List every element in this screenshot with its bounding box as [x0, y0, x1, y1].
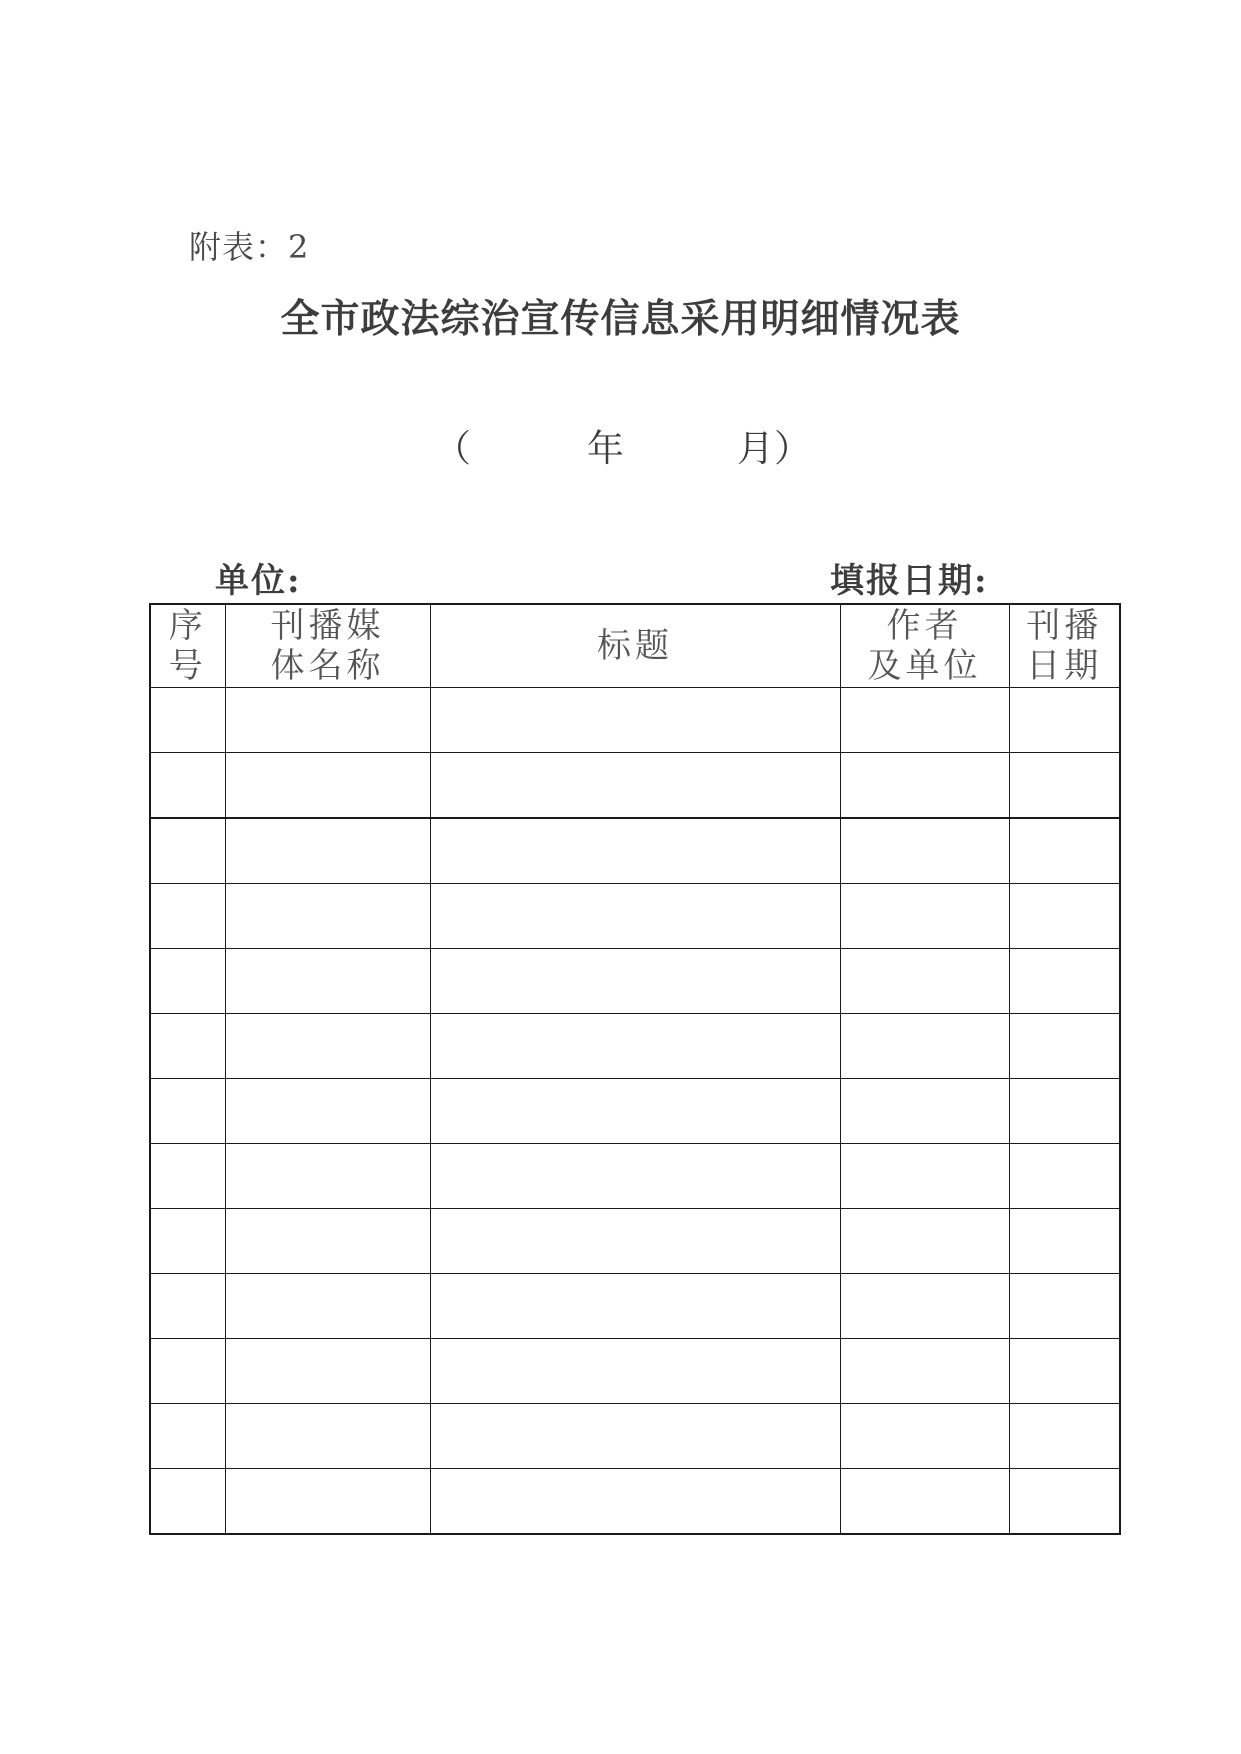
- cell-publish-date[interactable]: [1009, 1339, 1120, 1404]
- cell-media-name[interactable]: [225, 884, 430, 949]
- cell-author-unit[interactable]: [840, 1079, 1009, 1144]
- column-header-author-unit: 作者 及单位: [840, 604, 1009, 688]
- cell-publish-date[interactable]: [1009, 1209, 1120, 1274]
- cell-title[interactable]: [430, 1274, 840, 1339]
- cell-author-unit[interactable]: [840, 884, 1009, 949]
- table-header-row: [150, 604, 1120, 688]
- cell-publish-date[interactable]: [1009, 688, 1120, 753]
- cell-title[interactable]: [430, 688, 840, 753]
- cell-title[interactable]: [430, 1469, 840, 1535]
- cell-title[interactable]: [430, 1014, 840, 1079]
- table-row: [150, 1274, 1120, 1339]
- table-row: [150, 1339, 1120, 1404]
- table-row: [150, 818, 1120, 884]
- cell-publish-date[interactable]: [1009, 818, 1120, 884]
- period-open-paren: （: [434, 427, 471, 470]
- cell-author-unit[interactable]: [840, 1014, 1009, 1079]
- cell-title[interactable]: [430, 1209, 840, 1274]
- column-header-media-name: 刊播媒 体名称: [225, 604, 430, 688]
- cell-title[interactable]: [430, 949, 840, 1014]
- cell-title[interactable]: [430, 1339, 840, 1404]
- cell-media-name[interactable]: [225, 753, 430, 819]
- cell-serial[interactable]: [150, 884, 225, 949]
- cell-author-unit[interactable]: [840, 688, 1009, 753]
- table-row: [150, 688, 1120, 753]
- cell-title[interactable]: [430, 1404, 840, 1469]
- cell-author-unit[interactable]: [840, 1274, 1009, 1339]
- cell-media-name[interactable]: [225, 1469, 430, 1535]
- cell-serial[interactable]: [150, 1274, 225, 1339]
- cell-serial[interactable]: [150, 688, 225, 753]
- cell-publish-date[interactable]: [1009, 1014, 1120, 1079]
- cell-media-name[interactable]: [225, 1339, 430, 1404]
- cell-title[interactable]: [430, 753, 840, 819]
- table-row: [150, 1014, 1120, 1079]
- cell-serial[interactable]: [150, 1014, 225, 1079]
- cell-media-name[interactable]: [225, 1209, 430, 1274]
- period-month-label: 月）: [737, 427, 811, 470]
- table-row: [150, 1209, 1120, 1274]
- table-row: [150, 1469, 1120, 1535]
- table-row: [150, 949, 1120, 1014]
- cell-author-unit[interactable]: [840, 1209, 1009, 1274]
- cell-author-unit[interactable]: [840, 1404, 1009, 1469]
- fill-fields-row: [0, 553, 1241, 601]
- cell-serial[interactable]: [150, 1339, 225, 1404]
- unit-label: 单位:: [215, 561, 302, 601]
- cell-serial[interactable]: [150, 818, 225, 884]
- cell-publish-date[interactable]: [1009, 949, 1120, 1014]
- cell-publish-date[interactable]: [1009, 1079, 1120, 1144]
- cell-title[interactable]: [430, 1079, 840, 1144]
- cell-title[interactable]: [430, 884, 840, 949]
- table-row: [150, 1079, 1120, 1144]
- page-title: 全市政法综治宣传信息采用明细情况表: [280, 296, 961, 342]
- cell-serial[interactable]: [150, 1079, 225, 1144]
- cell-media-name[interactable]: [225, 1274, 430, 1339]
- cell-media-name[interactable]: [225, 949, 430, 1014]
- cell-author-unit[interactable]: [840, 753, 1009, 819]
- cell-author-unit[interactable]: [840, 1469, 1009, 1535]
- cell-publish-date[interactable]: [1009, 884, 1120, 949]
- cell-title[interactable]: [430, 1144, 840, 1209]
- cell-author-unit[interactable]: [840, 949, 1009, 1014]
- cell-publish-date[interactable]: [1009, 1469, 1120, 1535]
- cell-media-name[interactable]: [225, 1014, 430, 1079]
- cell-media-name[interactable]: [225, 688, 430, 753]
- cell-author-unit[interactable]: [840, 1339, 1009, 1404]
- column-header-title: 标题: [430, 604, 840, 688]
- attachment-label: 附表：2: [189, 228, 310, 266]
- cell-serial[interactable]: [150, 1209, 225, 1274]
- cell-publish-date[interactable]: [1009, 1274, 1120, 1339]
- cell-media-name[interactable]: [225, 1079, 430, 1144]
- cell-author-unit[interactable]: [840, 818, 1009, 884]
- table-row: [150, 884, 1120, 949]
- cell-media-name[interactable]: [225, 818, 430, 884]
- cell-serial[interactable]: [150, 753, 225, 819]
- period-year-label: 年: [587, 427, 624, 470]
- cell-publish-date[interactable]: [1009, 1144, 1120, 1209]
- cell-serial[interactable]: [150, 1404, 225, 1469]
- cell-media-name[interactable]: [225, 1144, 430, 1209]
- cell-author-unit[interactable]: [840, 1144, 1009, 1209]
- detail-table: [149, 603, 1121, 1535]
- cell-title[interactable]: [430, 818, 840, 884]
- period-line: [0, 418, 1241, 470]
- table-row: [150, 1144, 1120, 1209]
- cell-serial[interactable]: [150, 1469, 225, 1535]
- column-header-publish-date: 刊播 日期: [1009, 604, 1120, 688]
- table-row: [150, 1404, 1120, 1469]
- cell-serial[interactable]: [150, 1144, 225, 1209]
- cell-media-name[interactable]: [225, 1404, 430, 1469]
- cell-publish-date[interactable]: [1009, 753, 1120, 819]
- cell-serial[interactable]: [150, 949, 225, 1014]
- table-row: [150, 753, 1120, 819]
- fill-date-label: 填报日期:: [830, 561, 989, 601]
- cell-publish-date[interactable]: [1009, 1404, 1120, 1469]
- column-header-serial: 序 号: [150, 604, 225, 688]
